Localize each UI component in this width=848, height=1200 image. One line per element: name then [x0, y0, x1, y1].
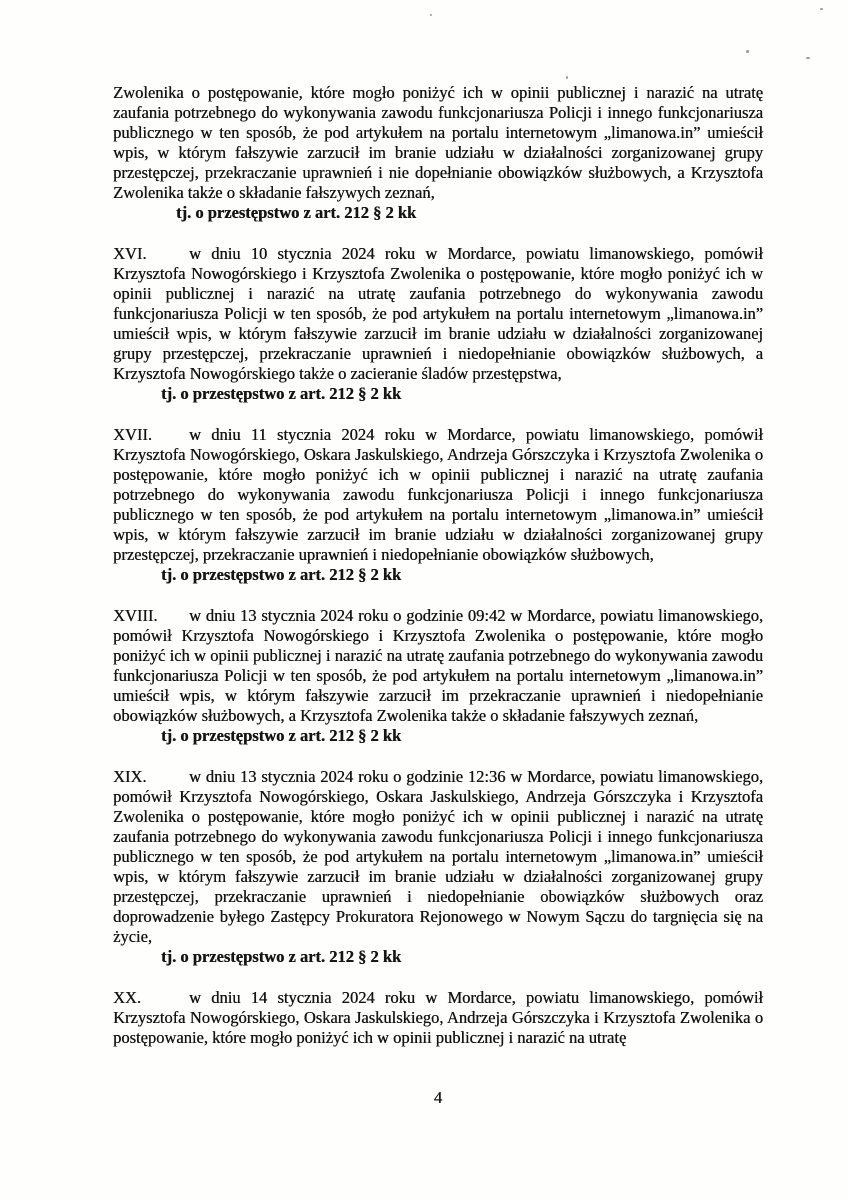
count-paragraph [113, 606, 763, 726]
count-section-xvi [113, 244, 763, 404]
legal-qualification: tj. o przestępstwo z art. 212 § 2 kk [161, 384, 402, 403]
count-paragraph [113, 244, 763, 384]
count-numeral: XIX. [113, 767, 147, 786]
count-section-xviii [113, 606, 763, 746]
count-section-xix [113, 767, 763, 967]
count-body: w dniu 13 stycznia 2024 roku o godzinie 12:36 w Mordarce, powiatu limanowskiego, pomówił Krzysztofa Nowogórskiego, Oskara Jaskulskiego, Andrzeja Górszczyka i Krzysztofa Zwolenika o postępowanie, które mogło poniżyć ich w opinii publicznej i narazić na utratę zaufania potrzebnego do wykonywania zawodu funkcjonariusza Policji i innego funkcjonariusza publicznego w ten sposób, że pod artykułem na portalu internetowym „limanowa.in” umieścił wpis, w którym fałszywie zarzucił im branie udziału w działalności zorganizowanej grupy przestępczej, przekraczanie uprawnień i niedopełnianie obowiązków służbowych oraz doprowadzenie byłego Zastępcy Prokuratora Rejonowego w Nowym Sączu do targnięcia się na życie, [113, 767, 763, 946]
legal-qualification: tj. o przestępstwo z art. 212 § 2 kk [161, 726, 402, 745]
count-continuation-body: Zwolenika o postępowanie, które mogło poniżyć ich w opinii publicznej i narazić na utratę zaufania potrzebnego do wykonywania zawodu funkcjonariusza Policji i innego funkcjonariusza publicznego w ten sposób, że pod artykułem na portalu internetowym „limanowa.in” umieścił wpis, w którym fałszywie zarzucił im branie udziału w działalności zorganizowanej grupy przestępczej, przekraczanie uprawnień i nie dopełnianie obowiązków służbowych, a Krzysztofa Zwolenika także o składanie fałszywych zeznań, [113, 83, 763, 202]
count-paragraph [113, 988, 763, 1048]
count-paragraph [113, 425, 763, 565]
scan-speck [746, 50, 749, 53]
count-body: w dniu 14 stycznia 2024 roku w Mordarce, powiatu limanowskiego, pomówił Krzysztofa Nowogórskiego, Oskara Jaskulskiego, Andrzeja Górszczyka i Krzysztofa Zwolenika o postępowanie, które mogło poniżyć ich w opinii publicznej i narazić na utratę [113, 988, 763, 1047]
count-numeral: XVIII. [113, 606, 158, 625]
count-section-xx [113, 988, 763, 1048]
count-continuation-section [113, 83, 763, 223]
count-body: w dniu 13 stycznia 2024 roku o godzinie 09:42 w Mordarce, powiatu limanowskiego, pomówił Krzysztofa Nowogórskiego i Krzysztofa Zwolenika o postępowanie, które mogło poniżyć ich w opinii publicznej i narazić na utratę zaufania potrzebnego do wykonywania zawodu funkcjonariusza Policji w ten sposób, że pod artykułem na portalu internetowym „limanowa.in” umieścił wpis, w którym fałszywie zarzucił im przekraczanie uprawnień i niedopełnianie obowiązków służbowych, a Krzysztofa Zwolenika także o składanie fałszywych zeznań, [113, 606, 763, 725]
count-body: w dniu 11 stycznia 2024 roku w Mordarce, powiatu limanowskiego, pomówił Krzysztofa Nowogórskiego, Oskara Jaskulskiego, Andrzeja Górszczyka i Krzysztofa Zwolenika o postępowanie, które mogło poniżyć ich w opinii publicznej i narazić na utratę zaufania potrzebnego do wykonywania zawodu funkcjonariusza Policji i innego funkcjonariusza publicznego w ten sposób, że pod artykułem na portalu internetowym „limanowa.in” umieścił wpis, w którym fałszywie zarzucił im branie udziału w działalności zorganizowanej grupy przestępczej, przekraczanie uprawnień i niedopełnianie obowiązków służbowych, [113, 425, 763, 564]
legal-qualification: tj. o przestępstwo z art. 212 § 2 kk [161, 947, 402, 966]
legal-qualification: tj. o przestępstwo z art. 212 § 2 kk [161, 565, 402, 584]
scan-speck [430, 14, 432, 16]
page-number: 4 [433, 1088, 443, 1107]
count-body: w dniu 10 stycznia 2024 roku w Mordarce, powiatu limanowskiego, pomówił Krzysztofa Nowogórskiego i Krzysztofa Zwolenika o postępowanie, które mogło poniżyć ich w opinii publicznej i narazić na utratę zaufania potrzebnego do wykonywania zawodu funkcjonariusza Policji w ten sposób, że pod artykułem na portalu internetowym „limanowa.in” umieścił wpis, w którym fałszywie zarzucił im branie udziału w działalności zorganizowanej grupy przestępczej, przekraczanie uprawnień i niedopełnianie obowiązków służbowych, a Krzysztofa Nowogórskiego także o zacieranie śladów przestępstwa, [113, 244, 763, 383]
count-numeral: XX. [113, 988, 141, 1007]
scan-speck [806, 57, 810, 59]
scan-speck [566, 76, 568, 79]
legal-qualification: tj. o przestępstwo z art. 212 § 2 kk [176, 203, 417, 222]
count-paragraph [113, 767, 763, 947]
scan-speck [820, 8, 823, 10]
count-numeral: XVI. [113, 244, 147, 263]
count-section-xvii [113, 425, 763, 585]
count-numeral: XVII. [113, 425, 152, 444]
document-body [113, 83, 763, 1069]
